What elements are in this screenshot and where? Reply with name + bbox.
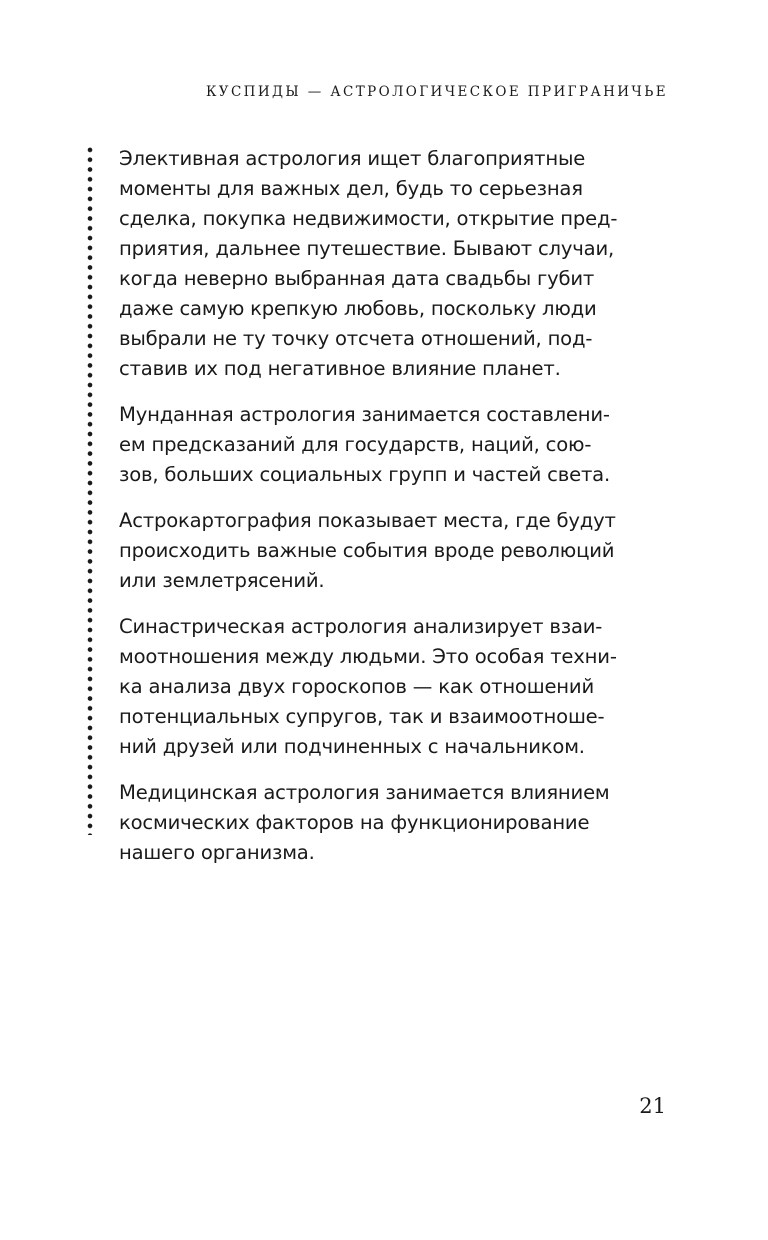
text-line: моотношения между людьми. Это особая техни- xyxy=(119,645,617,668)
text-line: Синастрическая астрология анализирует взаи- xyxy=(119,615,603,638)
text-line: зов, больших социальных групп и частей света. xyxy=(119,463,611,486)
text-line: моменты для важных дел, будь то серьезная xyxy=(119,177,583,200)
text-line: Медицинская астрология занимается влиянием xyxy=(119,781,610,804)
text-line: происходить важные события вроде революций xyxy=(119,539,615,562)
paragraph-astrocartography xyxy=(119,506,639,596)
paragraph-electional xyxy=(119,144,639,384)
text-line: когда неверно выбранная дата свадьбы губит xyxy=(119,267,595,290)
text-line: сделка, покупка недвижимости, открытие пред- xyxy=(119,207,618,230)
text-line: выбрали не ту точку отсчета отношений, под- xyxy=(119,327,593,350)
text-line: потенциальных супругов, так и взаимоотноше- xyxy=(119,705,605,728)
dotted-margin-rule xyxy=(86,145,94,835)
text-line: Астрокартография показывает места, где будут xyxy=(119,509,616,532)
text-line: Элективная астрология ищет благоприятные xyxy=(119,147,586,170)
text-line: ем предсказаний для государств, наций, сою- xyxy=(119,433,592,456)
paragraph-mundane xyxy=(119,400,639,490)
text-line: Мунданная астрология занимается составлени- xyxy=(119,403,610,426)
text-line: даже самую крепкую любовь, поскольку люди xyxy=(119,297,597,320)
paragraph-medical xyxy=(119,778,639,868)
text-line: ний друзей или подчиненных с начальником. xyxy=(119,735,585,758)
text-line: космических факторов на функционирование xyxy=(119,811,590,834)
page-body xyxy=(119,144,639,884)
text-line: ставив их под негативное влияние планет. xyxy=(119,357,561,380)
text-line: нашего организма. xyxy=(119,841,315,864)
page-number: 21 xyxy=(639,1094,666,1118)
text-line: или землетрясений. xyxy=(119,569,325,592)
running-header: КУСПИДЫ — АСТРОЛОГИЧЕСКОЕ ПРИГРАНИЧЬЕ xyxy=(205,84,668,100)
text-line: ка анализа двух гороскопов — как отношений xyxy=(119,675,594,698)
text-line: приятия, дальнее путешествие. Бывают случаи, xyxy=(119,237,615,260)
paragraph-synastry xyxy=(119,612,639,762)
